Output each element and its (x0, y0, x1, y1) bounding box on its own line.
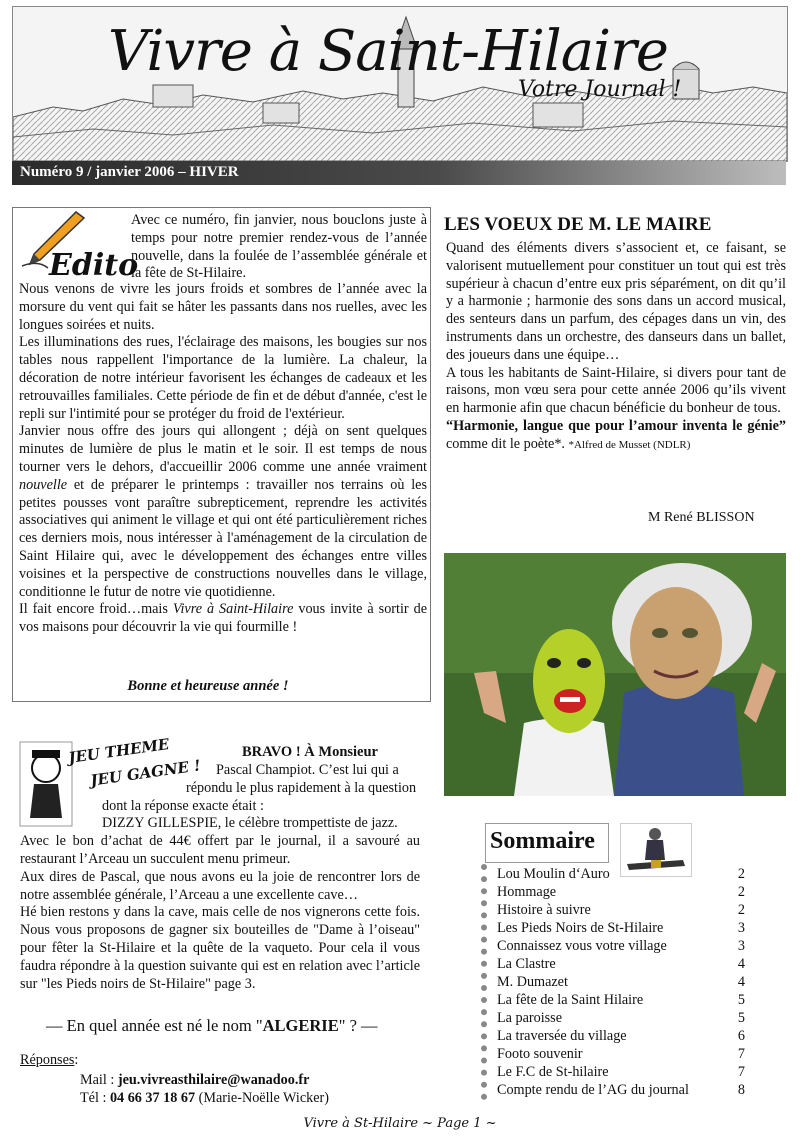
jeu-line: DIZZY GILLESPIE, le célèbre trompettiste de jazz. (102, 815, 398, 832)
page-footer: Vivre à St-Hilaire ~ Page 1 ~ (303, 1116, 497, 1131)
masthead-banner (12, 6, 788, 162)
sommaire-item[interactable]: Hommage 2 (497, 884, 745, 900)
edito-paragraph: Janvier nous offre des jours qui allongent ; déjà on sent quelques minutes de lumière de plus le matin et le soir. Il est temps de nous tourner vers le dehors, d'accueillir 2006 comme une année vraiment nouvelle et de préparer le printemps : travailler nos terrains où les petites pousses vont paraître subrepticement, reprendre les activités associatives qui animent le village et qui ont été particulièrement riches ces derniers mois, nous intéresser à l'aménagement de la circulation de Saint Hilaire qui, avec le développement des échanges entre villes voisines et la perspective de constructions nouvelles dans le village, conditionne le futur de notre vie quotidienne. (19, 423, 427, 600)
edito-intro: Avec ce numéro, fin janvier, nous bouclons juste à temps pour notre premier rendez-vous de l’année nouvelle, dans la foulée de l’assemblée générale et la fête de St-Hilaire. (131, 212, 427, 282)
voeux-heading: LES VOEUX DE M. LE MAIRE (444, 214, 712, 235)
edito-label: Edito (49, 248, 139, 283)
jeu-paragraph: Avec le bon d’achat de 44€ offert par le journal, il a savouré au restaurant l’Arceau un succulent menu primeur. (20, 833, 420, 867)
sommaire-item[interactable]: Le F.C de St-hilaire 7 (497, 1064, 745, 1080)
reponses-label: Réponses: (20, 1052, 79, 1068)
jeu-theme-line: JEU THEME (67, 735, 171, 767)
sommaire-item[interactable]: Les Pieds Noirs de St-Hilaire 3 (497, 920, 745, 936)
sommaire-item[interactable]: Footo souvenir 7 (497, 1046, 745, 1062)
journal-subtitle: Votre Journal ! (518, 77, 682, 102)
issue-bar (12, 161, 786, 185)
masked-children-photo (444, 553, 786, 796)
edito-paragraph: Les illuminations des rues, l'éclairage des maisons, les bougies sur nos tables nous rappellent l'importance de la lumière. La chaleur, la décoration de notre intérieur favorisent les échanges de cadeaux et les retrouvailles familiales. Cette période de fin et de début d'année, c'est le repli sur l'intimité pour se protéger du froid de l'extérieur. (19, 334, 427, 422)
mail-link[interactable]: jeu.vivreasthilaire@wanadoo.fr (117, 1072, 310, 1088)
edito-paragraph: Nous venons de vivre les jours froids et sombres de l’année avec la morsure du vent qui fait se hâter les passants dans nos ruelles, avec les longues soirées et nuits. (19, 281, 427, 333)
voeux-paragraph: A tous les habitants de Saint-Hilaire, si divers pour tant de raisons, mon vœu sera pour cette année 2006 qu’ils vivent en harmonie afin que chacun bénéficie du bonheur de tous. (446, 364, 786, 417)
jeu-line: dont la réponse exacte était : (102, 797, 264, 814)
edito-box (12, 207, 431, 702)
sommaire-item[interactable]: Compte rendu de l’AG du journal 8 (497, 1082, 745, 1098)
journal-title: Vivre à Saint-Hilaire (108, 19, 668, 84)
sommaire-item[interactable]: La Clastre 4 (497, 956, 745, 972)
jeu-bravo-heading: BRAVO ! À Monsieur (242, 744, 378, 760)
voeux-quote: “Harmonie, langue que pour l’amour inventa le génie” comme dit le poète*. *Alfred de Musset (NDLR) (446, 417, 786, 452)
jeu-question: — En quel année est né le nom "ALGERIE" ? — (46, 1016, 378, 1035)
sommaire-item[interactable]: Lou Moulin d‘Auro 2 (497, 866, 745, 882)
edito-paragraph: Il fait encore froid…mais Vivre à Saint-Hilaire vous invite à sortir de vos maisons pour découvrir la vie qui fourmille ! (19, 601, 427, 636)
voeux-article (446, 240, 786, 455)
mayor-signature: M René BLISSON (648, 510, 755, 525)
voeux-paragraph: Quand des éléments divers s’associent et, ce faisant, se valorisent mutuellement pour constituer un tout qui est très supérieur à chacun d’entre eux pris séparément, on dit qu’il y a harmonie ; harmonie des sons dans un accord musical, des senteurs dans un parfum, des cépages dans un vin, des instruments dans un orchestre, des danseurs dans un ballet, des joueurs dans une équipe… (446, 240, 786, 363)
jeu-paragraph: Aux dires de Pascal, que nous avons eu la joie de rencontrer lors de notre assemblée générale, l’Arceau a une excellente cave… (20, 868, 420, 903)
sommaire-title: Sommaire (490, 828, 595, 854)
contact-tel: Tél : 04 66 37 18 67 (Marie-Noëlle Wicker) (80, 1090, 329, 1106)
jeu-article (20, 762, 420, 993)
sommaire-item[interactable]: Connaissez vous votre village 3 (497, 938, 745, 954)
jeu-paragraph: Hé bien restons y dans la cave, mais celle de nos vignerons cette fois. Nous vous proposons de gagner six bouteilles de "Dame à l’oiseau" pour fêter la St-Hilaire et la quête de la vaqueto. Pour cela il vous faudra répondre à la question suivante qui est en relation avec l’article sur "les Pieds noirs de St-Hilaire" page 3. (20, 904, 420, 992)
sommaire-item[interactable]: La traversée du village 6 (497, 1028, 745, 1044)
sommaire-item[interactable]: Histoire à suivre 2 (497, 902, 745, 918)
jeu-line: répondu le plus rapidement à la question (186, 779, 417, 796)
sommaire-item[interactable]: La paroisse 5 (497, 1010, 745, 1026)
sommaire-item[interactable]: La fête de la Saint Hilaire 5 (497, 992, 745, 1008)
edito-closing: Bonne et heureuse année ! (127, 678, 289, 694)
jeu-line: Pascal Champiot. C’est lui qui a (216, 762, 399, 778)
issue-number: Numéro 9 / janvier 2006 – HIVER (20, 164, 239, 180)
contact-mail: Mail : jeu.vivreasthilaire@wanadoo.fr (80, 1072, 310, 1088)
sommaire-list (481, 864, 769, 1100)
jeu-gagne-line: JEU GAGNE ! (89, 756, 202, 790)
sommaire-item[interactable]: M. Dumazet 4 (497, 974, 745, 990)
edito-body (19, 281, 427, 637)
